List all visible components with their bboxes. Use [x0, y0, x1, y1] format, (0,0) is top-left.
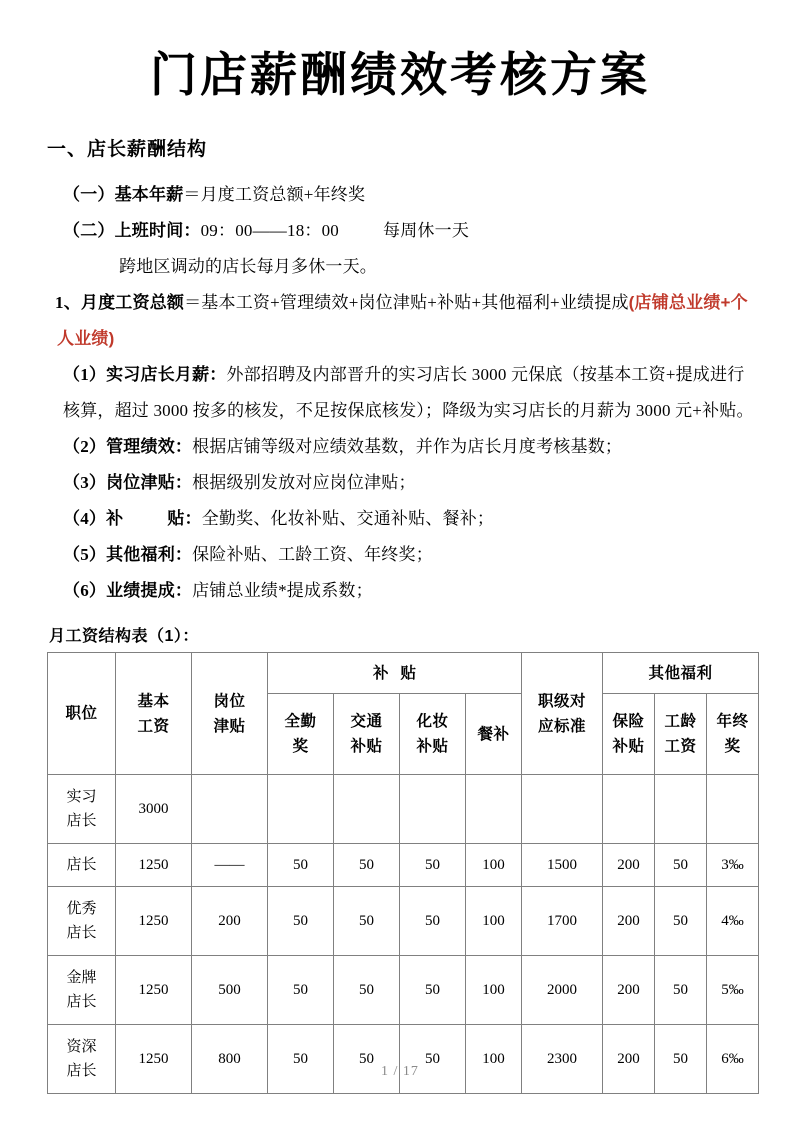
cell-base-salary: 1250 — [116, 956, 192, 1025]
cell-makeup: 50 — [400, 956, 466, 1025]
header-base-salary-l2: 工资 — [137, 717, 170, 735]
text-cross-region-rest: 跨地区调动的店长每月多休一天。 — [119, 256, 377, 276]
cell-rank-standard: 2300 — [522, 1025, 603, 1094]
table-row — [48, 1025, 759, 1094]
cell-insurance: 200 — [603, 844, 655, 887]
cell-rank-standard: 2000 — [522, 956, 603, 1025]
cell-attendance: 50 — [268, 956, 334, 1025]
header-base-salary-l1: 基本 — [137, 692, 170, 710]
cell-base-salary: 3000 — [116, 775, 192, 844]
cell-transport: 50 — [334, 1025, 400, 1094]
cell-attendance: 50 — [268, 1025, 334, 1094]
cell-meal: 100 — [466, 887, 522, 956]
list-item-1-text: 外部招聘及内部晋升的实习店长 3000 元保底（按基本工资+提成进行核算，超过 3000 按多的核发，不足按保底核发）；降级为实习店长的月薪为 3000 元+补贴。 — [63, 364, 754, 420]
header-year-end-bonus — [707, 694, 759, 775]
list-item-6 — [47, 573, 756, 609]
header-transport-l2: 补贴 — [350, 738, 383, 756]
cell-post-allowance: 200 — [192, 887, 268, 956]
text-work-hours: 09：00——18：00 — [200, 220, 340, 240]
cell-transport: 50 — [334, 956, 400, 1025]
header-makeup-l2: 补贴 — [416, 738, 449, 756]
section-heading-1: 一、店长薪酬结构 — [47, 139, 208, 161]
list-item-5-label: 其他福利： — [106, 545, 193, 565]
list-item-6-text: 店铺总业绩*提成系数； — [192, 581, 373, 601]
list-item-5 — [47, 537, 756, 573]
list-item-3-text: 根据级别发放对应岗位津贴； — [192, 472, 416, 492]
list-item-5-number: （5） — [63, 545, 107, 565]
cell-makeup: 50 — [400, 1025, 466, 1094]
cell-attendance: 50 — [268, 844, 334, 887]
header-attendance-l2: 奖 — [292, 738, 309, 756]
cell-position-l1: 优秀 — [66, 900, 97, 917]
formula-expression: ＝基本工资+管理绩效+岗位津贴+补贴+其他福利+业绩提成 — [184, 292, 629, 312]
text-basic-annual-salary: ＝月度工资总额+年终奖 — [183, 184, 366, 204]
body-content — [0, 138, 800, 646]
list-item-4-number: （4） — [63, 509, 107, 529]
list-item-4-label-b: 贴： — [167, 509, 202, 529]
cell-base-salary: 1250 — [116, 844, 192, 887]
cell-position — [48, 775, 116, 844]
header-post-allowance-l1: 岗位 — [213, 692, 246, 710]
list-item-5-text: 保险补贴、工龄工资、年终奖； — [192, 545, 433, 565]
header-meal-subsidy: 餐补 — [466, 694, 522, 775]
header-rank-standard-l2: 应标准 — [538, 717, 587, 735]
list-item-1-number: （1） — [63, 364, 107, 384]
header-position: 职位 — [48, 653, 116, 775]
header-subsidy-group-text: 补贴 — [373, 664, 429, 682]
cell-insurance: 200 — [603, 1025, 655, 1094]
list-item-4 — [47, 501, 756, 537]
header-post-allowance-l2: 津贴 — [213, 717, 246, 735]
cell-meal: 100 — [466, 844, 522, 887]
cell-makeup: 50 — [400, 887, 466, 956]
header-rank-standard-l1: 职级对 — [538, 692, 587, 710]
table-row — [48, 775, 759, 844]
cell-base-salary: 1250 — [116, 1025, 192, 1094]
cell-rank-standard: 1500 — [522, 844, 603, 887]
cell-meal — [466, 775, 522, 844]
header-makeup-subsidy — [400, 694, 466, 775]
page-title: 门店薪酬绩效考核方案 — [150, 48, 650, 101]
cell-insurance — [603, 775, 655, 844]
cell-post-allowance: —— — [192, 844, 268, 887]
list-item-3-label: 岗位津贴： — [106, 472, 193, 492]
cell-attendance — [268, 775, 334, 844]
cell-post-allowance: 800 — [192, 1025, 268, 1094]
header-seniority-l2: 工资 — [664, 738, 697, 756]
page-number: 1 / 17 — [381, 1064, 419, 1079]
cell-position — [48, 887, 116, 956]
cell-seniority: 50 — [655, 887, 707, 956]
header-seniority-salary — [655, 694, 707, 775]
header-other-benefits: 其他福利 — [603, 653, 759, 694]
label-work-hours: （二）上班时间： — [63, 220, 201, 240]
header-insurance-l2: 补贴 — [612, 738, 645, 756]
cell-position-l1: 金牌 — [66, 969, 97, 986]
cell-year-end: 4‰ — [707, 887, 759, 956]
table-caption: 月工资结构表（1）： — [49, 628, 199, 646]
cell-attendance: 50 — [268, 887, 334, 956]
cell-year-end: 5‰ — [707, 956, 759, 1025]
cell-insurance: 200 — [603, 887, 655, 956]
header-attendance-l1: 全勤 — [284, 713, 317, 730]
header-makeup-l1: 化妆 — [416, 713, 449, 730]
header-insurance-l1: 保险 — [612, 713, 645, 730]
cell-rank-standard: 1700 — [522, 887, 603, 956]
cell-seniority: 50 — [655, 844, 707, 887]
paragraph-cross-region-rest — [47, 249, 756, 285]
list-item-2-text: 根据店铺等级对应绩效基数，并作为店长月度考核基数； — [192, 436, 623, 456]
header-year-end-l1: 年终 — [716, 713, 749, 730]
paragraph-work-hours — [47, 213, 756, 249]
cell-position-l2: 店长 — [66, 813, 97, 830]
header-post-allowance — [192, 653, 268, 775]
cell-rank-standard — [522, 775, 603, 844]
cell-meal: 100 — [466, 1025, 522, 1094]
cell-transport: 50 — [334, 844, 400, 887]
header-insurance-subsidy — [603, 694, 655, 775]
formula-red-note: (店铺总业绩+个人业绩) — [57, 292, 748, 348]
cell-makeup — [400, 775, 466, 844]
cell-year-end: 3‰ — [707, 844, 759, 887]
cell-position-l1: 资深 — [66, 1038, 97, 1055]
cell-position-l1: 实习 — [66, 788, 97, 805]
list-item-4-text: 全勤奖、化妆补贴、交通补贴、餐补； — [201, 509, 495, 529]
table-header-row-top — [48, 653, 759, 694]
cell-year-end — [707, 775, 759, 844]
cell-seniority — [655, 775, 707, 844]
cell-insurance: 200 — [603, 956, 655, 1025]
formula-number: 1、 — [55, 292, 81, 312]
cell-seniority: 50 — [655, 1025, 707, 1094]
header-subsidy-group — [268, 653, 522, 694]
list-item-3 — [47, 465, 756, 501]
label-basic-annual-salary: （一）基本年薪 — [63, 184, 184, 204]
table-row — [48, 887, 759, 956]
list-item-6-label: 业绩提成： — [106, 581, 193, 601]
list-item-3-number: （3） — [63, 472, 107, 492]
cell-base-salary: 1250 — [116, 887, 192, 956]
cell-position: 店长 — [48, 844, 116, 887]
list-item-1 — [47, 357, 756, 429]
cell-makeup: 50 — [400, 844, 466, 887]
cell-position-l2: 店长 — [66, 994, 97, 1011]
cell-seniority: 50 — [655, 956, 707, 1025]
header-year-end-l2: 奖 — [724, 738, 741, 756]
cell-post-allowance: 500 — [192, 956, 268, 1025]
cell-position — [48, 1025, 116, 1094]
cell-position — [48, 956, 116, 1025]
list-item-2-number: （2） — [63, 436, 107, 456]
formula-label: 月度工资总额 — [80, 292, 185, 312]
header-transport-subsidy — [334, 694, 400, 775]
list-item-2 — [47, 429, 756, 465]
header-rank-standard — [522, 653, 603, 775]
cell-transport: 50 — [334, 887, 400, 956]
table-row — [48, 844, 759, 887]
cell-year-end: 6‰ — [707, 1025, 759, 1094]
paragraph-monthly-salary-formula — [47, 285, 756, 357]
header-transport-l1: 交通 — [350, 713, 383, 730]
list-item-6-number: （6） — [63, 581, 107, 601]
cell-meal: 100 — [466, 956, 522, 1025]
list-item-1-label: 实习店长月薪： — [106, 364, 227, 384]
table-row — [48, 956, 759, 1025]
list-item-4-label-a: 补 — [106, 509, 124, 529]
cell-transport — [334, 775, 400, 844]
cell-position-l2: 店长 — [66, 1063, 97, 1080]
list-item-2-label: 管理绩效： — [106, 436, 193, 456]
header-attendance-bonus — [268, 694, 334, 775]
header-seniority-l1: 工龄 — [664, 713, 697, 730]
paragraph-basic-annual-salary — [47, 177, 756, 213]
cell-position-l2: 店长 — [66, 925, 97, 942]
salary-structure-table — [47, 652, 759, 1094]
table-container — [0, 652, 800, 1094]
header-base-salary — [116, 653, 192, 775]
text-weekly-rest: 每周休一天 — [383, 220, 470, 240]
cell-post-allowance — [192, 775, 268, 844]
